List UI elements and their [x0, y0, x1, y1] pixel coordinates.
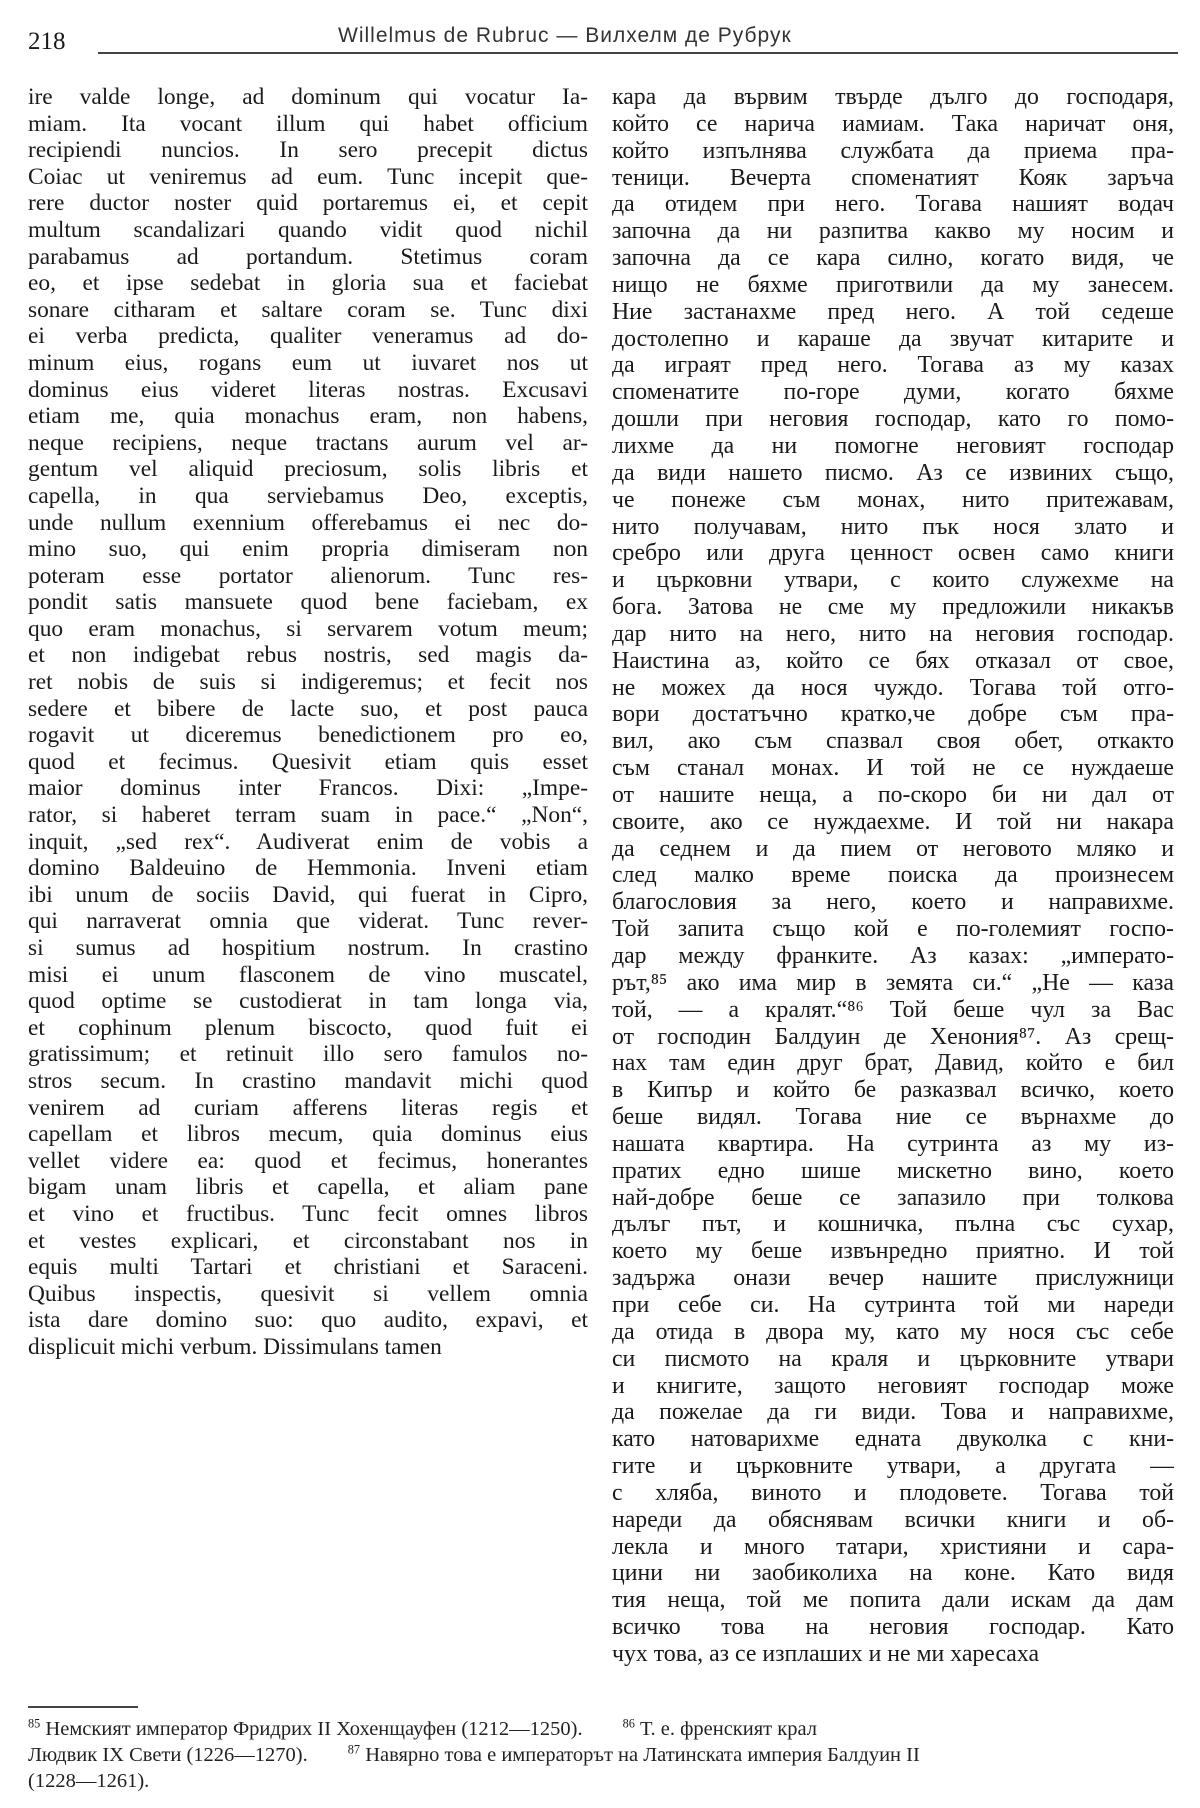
bulgarian-line: да играят пред него. Тогава аз му казах — [612, 352, 1174, 379]
footnotes — [28, 1716, 1174, 1794]
bulgarian-line: започна да се кара силно, когато видя, че — [612, 245, 1174, 272]
latin-line: et cophinum plenum biscocto, quod fuit ei — [28, 1014, 588, 1041]
bulgarian-line: Наистина аз, който се бях отказал от свое, — [612, 647, 1174, 674]
bulgarian-line: нареди да обяснявам всички книги и об- — [612, 1506, 1174, 1533]
latin-line: si sumus ad hospitium nostrum. In crastino — [28, 935, 588, 961]
bulgarian-line: дар нито на него, нито на неговия господар. — [612, 620, 1174, 647]
page-header — [28, 22, 1178, 58]
footnote-86-part-b: Людвик IX Свети (1226—1270). — [28, 1744, 308, 1766]
bulgarian-line: от нашите неща, а по-скоро би ни дал от — [612, 781, 1174, 808]
latin-text-column — [28, 84, 588, 1361]
bulgarian-line: гите и църковните утвари, а другата — — [612, 1453, 1174, 1480]
bulgarian-line: който изпълнява службата да приема пра- — [612, 137, 1174, 164]
bulgarian-line: цини ни заобиколиха на коне. Като видя — [612, 1560, 1174, 1587]
latin-line: et non indigebat rebus nostris, sed magis da- — [28, 642, 588, 669]
latin-line: misi ei unum flasconem de vino muscatel, — [28, 961, 588, 988]
latin-line: ista dare domino suo: quo audito, expavi, et — [28, 1307, 588, 1334]
bulgarian-line: да пожелае да ги види. Това и направихме, — [612, 1399, 1174, 1426]
bulgarian-line: достолепно и караше да звучат китарите и — [612, 325, 1174, 352]
latin-line: capellam et libros mecum, quia dominus eius — [28, 1121, 588, 1148]
latin-line: et vestes explicari, et circonstabant nos in — [28, 1227, 588, 1254]
latin-line: quo eram monachus, si servarem votum meum; — [28, 615, 588, 642]
header-rule — [98, 52, 1178, 54]
footnote-86-part-a: Т. е. френският крал — [640, 1718, 817, 1740]
latin-line: eo, et ipse sedebat in gloria sua et faciebat — [28, 270, 588, 297]
bulgarian-line: вори достатъчно кратко,че добре съм пра- — [612, 701, 1174, 728]
bulgarian-line: лихме да ни помогне неговият господар — [612, 432, 1174, 459]
bulgarian-line: което му беше извънредно приятно. И той — [612, 1238, 1174, 1265]
latin-line: gratissimum; et retinuit illo sero famulos no- — [28, 1041, 588, 1068]
bulgarian-line: нищо не бяхме приготвили да му занесем. — [612, 271, 1174, 298]
footnote-mark: 86 — [622, 1716, 635, 1731]
bulgarian-line: споменатите по-горе думи, когато бяхме — [612, 379, 1174, 406]
footnote-mark: 85 — [28, 1716, 41, 1731]
bulgarian-line: след малко време поиска да произнесем — [612, 862, 1174, 889]
bulgarian-line: да отида в двора му, като му нося със себе — [612, 1318, 1174, 1345]
latin-line: inquit, „sed rex“. Audiverat enim de vobis a — [28, 828, 588, 855]
bulgarian-line: Ние застанахме пред него. А той седеше — [612, 298, 1174, 325]
latin-line: stros secum. In crastino mandavit michi quod — [28, 1067, 588, 1094]
latin-line: parabamus ad portandum. Stetimus coram — [28, 243, 588, 270]
latin-line: displicuit michi verbum. Dissimulans tamen — [28, 1333, 442, 1360]
bulgarian-line: да отидем при него. Тогава нашият водач — [612, 191, 1174, 218]
bulgarian-line: вил, ако съм спазвал своя обет, откакто — [612, 728, 1174, 755]
latin-line: ret nobis de suis si indigeremus; et fecit nos — [28, 669, 588, 696]
bulgarian-text-column — [612, 84, 1174, 1668]
footnote-rule — [28, 1706, 138, 1708]
bulgarian-line: и църковни утвари, с които служехме на — [612, 567, 1174, 594]
latin-line: bigam unam libris et capella, et aliam pane — [28, 1174, 588, 1201]
bulgarian-line: Той запита също кой е по-големият госпо- — [612, 916, 1174, 943]
bulgarian-line: с хляба, виното и плодовете. Тогава той — [612, 1479, 1174, 1506]
bulgarian-line: си писмото на краля и църковните утвари — [612, 1345, 1174, 1372]
bulgarian-line: започна да ни разпитва какво му носим и — [612, 218, 1174, 245]
bulgarian-line: бога. Затова не сме му предложили никакъв — [612, 594, 1174, 621]
bulgarian-line: да види нашето писмо. Аз се извиних също, — [612, 459, 1174, 486]
bulgarian-line: и книгите, защото неговият господар може — [612, 1372, 1174, 1399]
latin-line: minum eius, rogans eum ut iuvaret nos ut — [28, 349, 588, 376]
bulgarian-line: рът,⁸⁵ ако има мир в земята си.“ „Не — каза — [612, 969, 1174, 996]
bulgarian-line: всичко това на неговия господар. Като — [612, 1614, 1174, 1641]
bulgarian-line: беше видял. Тогава ние се върнахме до — [612, 1104, 1174, 1131]
latin-line: recipiendi nuncios. In sero precepit dictus — [28, 137, 588, 164]
bulgarian-line: сребро или друга ценност освен само книги — [612, 540, 1174, 567]
latin-line: dominus eius videret literas nostras. Excusavi — [28, 376, 588, 403]
bulgarian-line: тия неща, той ме попита дали искам да дам — [612, 1587, 1174, 1614]
footnote-line — [28, 1742, 1174, 1768]
footnote-87-part-a: Навярно това е императорът на Латинската империя Балдуин II — [365, 1744, 920, 1766]
bulgarian-line: нашата квартира. На сутринта аз му из- — [612, 1130, 1174, 1157]
latin-line: maior dominus inter Francos. Dixi: „Impe- — [28, 775, 588, 802]
latin-line: miam. Ita vocant illum qui habet officium — [28, 110, 588, 137]
latin-line: ibi unum de sociis David, qui fuerat in Cipro, — [28, 881, 588, 908]
latin-line: ei verba predicta, qualiter veneramus ad do- — [28, 323, 588, 350]
footnote-87-part-b: (1228—1261). — [28, 1770, 150, 1792]
latin-line: neque recipiens, neque tractans aurum vel ar- — [28, 429, 588, 456]
latin-line: sedere et bibere de lacte suo, et post pauca — [28, 695, 588, 722]
footnote-line — [28, 1716, 1174, 1742]
bulgarian-line: като натоварихме едната двуколка с кни- — [612, 1426, 1174, 1453]
bulgarian-line: лекла и много татари, християни и сара- — [612, 1533, 1174, 1560]
latin-line: ire valde longe, ad dominum qui vocatur Ia- — [28, 84, 588, 110]
latin-line: rator, si haberet terram suam in pace.“ „Non“, — [28, 802, 588, 829]
latin-line: pondit satis mansuete quod bene faciebam, ex — [28, 589, 588, 616]
bulgarian-line: пратих едно шише мискетно вино, което — [612, 1157, 1174, 1184]
bulgarian-line: той, — а кралят.“⁸⁶ Той беше чул за Вас — [612, 996, 1174, 1023]
latin-line: poteram esse portator alienorum. Tunc res- — [28, 562, 588, 589]
bulgarian-line: при себе си. На сутринта той ми нареди — [612, 1291, 1174, 1318]
bulgarian-line: не можех да нося чуждо. Тогава той отго- — [612, 674, 1174, 701]
footnote-mark: 87 — [347, 1742, 361, 1757]
bulgarian-line: задържа онази вечер нашите прислужници — [612, 1265, 1174, 1292]
latin-line: rere ductor noster quid portaremus ei, et cepit — [28, 190, 588, 217]
bulgarian-line: нах там един друг брат, Давид, който е бил — [612, 1050, 1174, 1077]
latin-line: gentum vel aliquid preciosum, solis libris et — [28, 456, 588, 483]
bulgarian-line: дошли при неговия господар, като го помо- — [612, 406, 1174, 433]
latin-line: vellet videre ea: quod et fecimus, honerantes — [28, 1147, 588, 1174]
bulgarian-line: в Кипър и който бе разказвал всичко, което — [612, 1077, 1174, 1104]
latin-line: venirem ad curiam afferens literas regis et — [28, 1094, 588, 1121]
latin-line: domino Baldeuino de Hemmonia. Inveni etiam — [28, 855, 588, 882]
bulgarian-line: дар между франките. Аз казах: „императо- — [612, 943, 1174, 969]
bulgarian-line: да седнем и да пием от неговото мляко и — [612, 835, 1174, 862]
footnote-line — [28, 1768, 1174, 1794]
latin-line: equis multi Tartari et christiani et Saraceni. — [28, 1254, 588, 1281]
bulgarian-line: че понеже съм монах, нито притежавам, — [612, 486, 1174, 513]
latin-line: Quibus inspectis, quesivit si vellem omnia — [28, 1280, 588, 1307]
bulgarian-line: благословия за него, което и направихме. — [612, 889, 1174, 916]
bulgarian-line: който се нарича иамиам. Така наричат оня, — [612, 110, 1174, 137]
latin-line: sonare citharam et saltare coram se. Tunc dixi — [28, 296, 588, 323]
bulgarian-line: кара да вървим твърде дълго до господаря, — [612, 84, 1174, 110]
latin-line: Coiac ut veniremus ad eum. Tunc incepit que- — [28, 163, 588, 190]
bulgarian-line: съм станал монах. И той не се нуждаеше — [612, 755, 1174, 782]
bulgarian-line: от господин Балдуин де Хенония⁸⁷. Аз срещ- — [612, 1023, 1174, 1050]
latin-line: unde nullum exennium offerebamus ei nec do- — [28, 509, 588, 536]
latin-line: rogavit ut diceremus benedictionem pro eo, — [28, 722, 588, 749]
latin-line: quod optime se custodierat in tam longa via, — [28, 988, 588, 1015]
latin-line: etiam me, quia monachus eram, non habens, — [28, 403, 588, 430]
footnote-85: Немският император Фридрих II Хохенщауфен (1212—1250). — [45, 1718, 583, 1740]
bulgarian-line: нито получавам, нито пък нося злато и — [612, 513, 1174, 540]
latin-line: mino suo, qui enim propria dimiseram non — [28, 536, 588, 563]
bulgarian-line: теници. Вечерта споменатият Кояк заръча — [612, 164, 1174, 191]
bulgarian-line: чух това, аз се изплаших и не ми харесаха — [612, 1640, 1040, 1667]
bulgarian-line: най-добре беше се запазило при толкова — [612, 1184, 1174, 1211]
latin-line: multum scandalizari quando vidit quod nichil — [28, 216, 588, 243]
bulgarian-line: своите, ако се нуждаехме. И той ни накара — [612, 808, 1174, 835]
page-number: 218 — [28, 28, 66, 55]
latin-line: et vino et fructibus. Tunc fecit omnes libros — [28, 1200, 588, 1227]
latin-line: qui narraverat omnia que viderat. Tunc rever- — [28, 908, 588, 935]
running-title: Willelmus de Rubruc — Вилхелм де Рубрук — [338, 24, 792, 47]
latin-line: capella, in qua serviebamus Deo, exceptis, — [28, 482, 588, 509]
latin-line: quod et fecimus. Quesivit etiam quis esset — [28, 748, 588, 775]
bulgarian-line: дълъг път, и кошничка, пълна със сухар, — [612, 1211, 1174, 1238]
